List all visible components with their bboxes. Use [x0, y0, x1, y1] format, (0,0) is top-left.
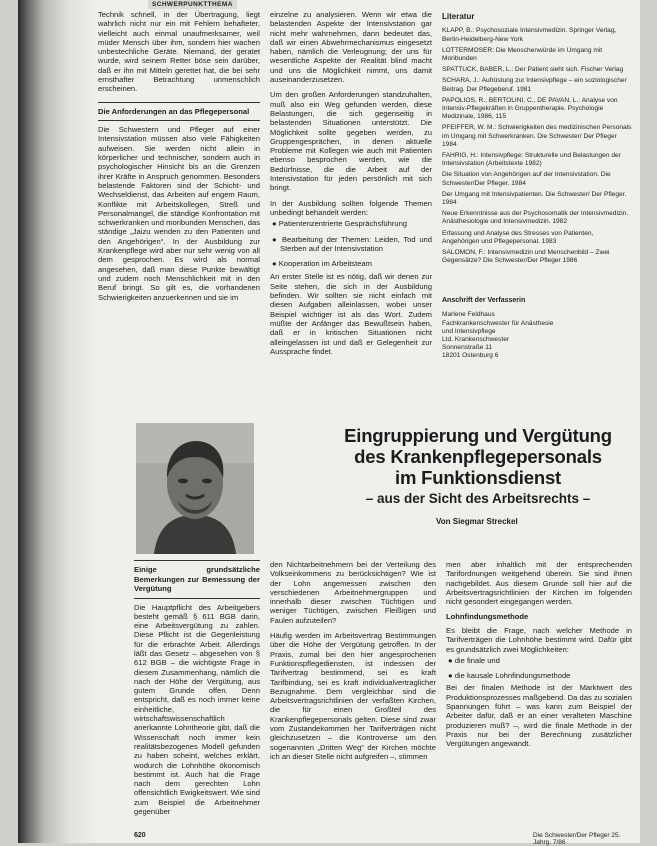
literature-item: Erfassung und Analyse des Stresses von Patienten, Angehörigen und Pflegepersonal. 1983: [442, 229, 594, 245]
paragraph: Es bleibt die Frage, nach welcher Methode in Tarifverträgen die Lohnhöhe bestimmt wird. Dafür gibt es grundsätzlich zwei Möglichkeiten:: [446, 625, 632, 654]
list-item: ● die finale und: [448, 655, 500, 665]
article-title: [318, 425, 638, 488]
divider: [134, 598, 260, 599]
literature-item: PFEIFFER, W. M.: Schwierigkeiten des medizinischen Personals im Umgang mit Schwerkranken. Die Schwester/ Der Pfleger 1984: [442, 124, 632, 148]
section-tag: SCHWERPUNKTTHEMA: [148, 0, 237, 9]
paragraph: In der Ausbildung sollten folgende Themen unbedingt behandelt werden:: [270, 198, 432, 217]
paragraph: Die Schwestern und Pfleger auf einer Intensivstation müssen also viele Fähigkeiten aufweisen. Sie werden nicht allein in körperlicher und technischer, sondern auch in psychologischer Hinsicht bis an die Grenzen ihrer Kräfte in Anspruch genommen. Besonders belastende Faktoren sind der Schicht- und Wechseldienst, das Arbeiten auf engem Raum, Konflikte mit Arbeitskollegen, Streß und Personalmangel, die ständige Konfrontation mit schwerkranken und moribunden Menschen, das ständige „Jaizu wenden zu den Patienten und den Angehörigen“. In der Ausbildung zur Krankenpflege wird aber nur sehr wenig von all dem gesprochen. Es wird als normal angesehen, daß man diese Punkte bewältigt und zudem noch Menschlichkeit mit in den Beruf bringt. So gilt es, die vorhandenen Schwierigkeiten anzuerkennen und sie im: [98, 125, 260, 302]
subheading: Einige grundsätzliche Bemerkungen zur Bemessung der Vergütung: [134, 565, 260, 593]
literature-item: KLAPP, B.: Psychosoziale Intensivmedizin. Springer Verlag, Berlin-Heidelberg-New York: [442, 27, 617, 43]
subheading: Die Anforderungen an das Pflegepersonal: [98, 106, 250, 116]
paragraph: den Nichtarbeitnehmern bei der Verteilung des Volkseinkommens zu berücksichtigen? Wie ist der Lohn angemessen zwischen den verschiedenen Arbeitnehmergruppen und innerhalb dieser zwischen Tüchtigen und weniger Tüchtigen, zwischen Fleißigen und Faulen aufzuteilen?: [270, 560, 436, 625]
title-line: Eingruppierung und Vergütung: [344, 425, 612, 446]
column-a: [134, 560, 260, 825]
paragraph: einzelne zu analysieren. Wenn wir etwa die belastenden Aspekte der Intensivstation gar nicht mehr wahrnehmen, dann bedeutet das, daß wir einen Abwehrmechanismus eingesetzt haben, nämlich die Verleugnung; der uns für wesentliche Aspekte der Realität blind macht und uns die Möglichkeit nimmt, uns damit auseinanderzusetzen.: [270, 10, 432, 85]
paragraph: Die Hauptpflicht des Arbeitgebers besteht gemäß § 611 BGB darin, eine Arbeitsvergütung zu zahlen. Diese Pflicht ist die Gegenleistung für die erbrachte Arbeit. Allerdings läßt das Gesetz – abgesehen von § 612 BGB – die wichtigste Frage in diesem Zusammenhang, nämlich die nach der Höhe der Vergütung, aus gutem Grunde offen. Denn entspricht, daß es noch immer keine einheitliche, wirtschaftswissenschaftlich anerkannte Lohntheorie gibt, daß die Wissenschaft noch immer kein realitätsbezogenes Modell gefunden zu haben scheint, welches erklärt, wodurch die Lohnhöhe ökonomisch bestimmt ist. Auch hat die Frage nach dem gerechten Lohn offensichtlich Ewigkeitswert. Wie sind zum Beispiel die Arbeitnehmer gegenüber: [134, 602, 260, 817]
column-c: [446, 560, 632, 825]
list-item: ● Bearbeitung der Themen: Leiden, Tod und Sterben auf der Intensivstation: [272, 234, 432, 253]
list-item: ● Kooperation im Arbeitsteam: [272, 259, 372, 269]
literature-item: Die Situation von Angehörigen auf der Intensivstation. Die Schwester/Der Pfleger. 1984: [442, 171, 611, 187]
list-item: ● Patientenzentrierte Gesprächsführung: [272, 219, 408, 229]
paragraph: men aber inhaltlich mit der entsprechenden Tarifordnungen weitgehend überein. Sie sind ihnen nachgebildet. Aus diesem Grunde soll hier auf die Arbeitsvertragsrichtlinien der Kirchen im folgenden nicht gesondert eingegangen werden.: [446, 560, 632, 607]
literature-item: FAHRIG, H.: Intensivpflege: Strukturelle und Belastungen der Intensivstation (Arbeitstexte 1982): [442, 151, 621, 168]
literature-item: SPATTUCK, BABER, L.: Der Patient sieht sich. Fischer Verlag: [442, 66, 624, 74]
address-block: [442, 296, 632, 386]
author-photo: [136, 423, 254, 554]
address-lines: [442, 311, 632, 360]
address-line: und Intensivpflege: [442, 327, 496, 335]
address-line: Fachkrankenschwester für Anästhesie: [442, 319, 554, 327]
page: [18, 0, 640, 846]
paragraph: Bei der finalen Methode ist der Marktwert des Produktionsprozesses maßgebend. Da das zu sozialen Spannungen führt – was kann zum Beispiel der Arbeiter dafür, daß er an einer veralteten Maschine produzieren muß? –, wird die finale Methode in der Praxis nur bei der Berechnung zusätzlicher Vergütungen angewandt.: [446, 683, 632, 749]
paragraph: Um den großen Anforderungen standzuhalten, muß also ein Weg gefunden werden, diese Belastungen, die sich gegenseitig in belastenden Situationen unterstützt. Die Möglichkeit sollte gegeben werden, zu Gruppengesprächen, in denen aktuelle Probleme mit Kollegen wie auch mit Patienten ebenso besprochen werden, wie die Bedürfnisse, die die Arbeit auf der Intensivstation für jeden persönlich mit sich bringt.: [270, 90, 432, 193]
column-b: [270, 560, 436, 825]
column-2-top: [270, 10, 432, 405]
list-item: ● die kausale Lohnfindungsmethode: [448, 671, 571, 681]
literature-item: SCHARA, J.: Aufrüstung zur Intensivpflege – ein soziologischer Beitrag. Der Pflegeberuf. 1981: [442, 77, 627, 93]
subheading: Lohnfindungsmethode: [446, 612, 529, 622]
paragraph: An erster Stelle ist es nötig, daß wir denen zur Seite stehen, die sich in der Ausbildung befinden. Wir sollten sie nicht einfach mit diesen Aufgaben alleinlassen, wobei unser Beispiel wichtiger ist als das Wort. Zudem müßte der Anfänger das Bewußtsein haben, daß er in kritischen Situationen nicht alleingelassen ist und daß er Gelegenheit zur Aussprache findet.: [270, 272, 432, 356]
literature-item: PAPOLIOS, R., BERTOLINI, C., DE PAVAN, L.: Analyse von Intensiv-Pflegekräften in Gruppentherapie. Psychologie Medizinale, 1986, 115: [442, 96, 618, 121]
paragraph: Häufig werden im Arbeitsvertrag Bestimmungen über die Höhe der Vergütung getroffen. In der Praxis, zumal bei den hier angesprochenen Funktionspflegediensten, ist indessen der Tarifvertrag bestimmend, sei es kraft Tarifbindung, sei es kraft individualvertraglicher Bezugnahme. Dem vergleichbar sind die Arbeitsvertragsrichtlinien der verfaßten Kirchen, die für einen Großteil des Krankenpflegepersonals gelten. Diese sind zwar vom Zustandekommen her Tarifverträgen nicht gleichzusetzen – die Kontroverse um den sogenannten „Dritten Weg“ der Kirchen möchte ich an dieser Stelle nicht aufgreifen –, stimmen: [270, 631, 436, 761]
literature-heading: Literatur: [442, 12, 475, 21]
address-line: Sonnenstraße 11: [442, 344, 493, 352]
divider: [98, 102, 260, 103]
article-subtitle: – aus der Sicht des Arbeitsrechts –: [365, 491, 591, 506]
address-line: Ltd. Krankenschwester: [442, 335, 510, 343]
title-line: des Krankenpflegepersonals: [354, 446, 602, 467]
title-line: im Funktionsdienst: [395, 467, 561, 488]
address-line: 18201 Ostenburg 6: [442, 352, 499, 360]
address-line: Marlene Feldhaus: [442, 311, 495, 319]
literature-list: [442, 27, 632, 265]
article-author: Von Siegmar Streckel: [436, 517, 518, 526]
divider: [134, 560, 260, 561]
address-heading: Anschrift der Verfasserin: [442, 297, 526, 304]
column-1-top: [98, 10, 260, 405]
portrait-image: [136, 423, 254, 554]
divider: [98, 120, 260, 121]
literature-item: SALOMON, F.: Intensivmedizin und Menschenbild – Zwei Gegensätze? Die Schwester/Der Pfleger 1986: [442, 248, 610, 265]
page-number: 620: [134, 832, 146, 839]
journal-footer: Die Schwester/Der Pfleger 25. Jahrg. 7/86: [533, 832, 621, 846]
literature-item: Der Umgang mit Intensivpatienten. Die Schwester/ Der Pfleger. 1984: [442, 190, 627, 206]
literature-item: LOTTERMOSER: Die Menschenwürde im Umgang mit Moribunden: [442, 46, 603, 62]
book-gutter: [18, 0, 98, 843]
paragraph: Technik schnell, in der Übertragung, liegt wahrlich nicht nur ein mit Fehlern behafteter, vielleicht auch einmal unaufmerksamer, weil müder Mensch über ihm, sondern hier wachen unbestechliche Geräte. Niemand, der geratet wurde, wird seinem Retter böse sein darüber, daß er ihn mit Mitteln gerettet hat, die bei sehr ernsthafter Betrachtung unmenschlich erscheinen.: [98, 10, 260, 94]
literature-column: [442, 12, 632, 292]
article-title-block: [318, 425, 638, 506]
literature-item: Neue Erkenntnisse aus der Psychosomatik der Intensivmedizin. Anästhesiologie und Intensivmedizin. 1982: [442, 210, 629, 226]
